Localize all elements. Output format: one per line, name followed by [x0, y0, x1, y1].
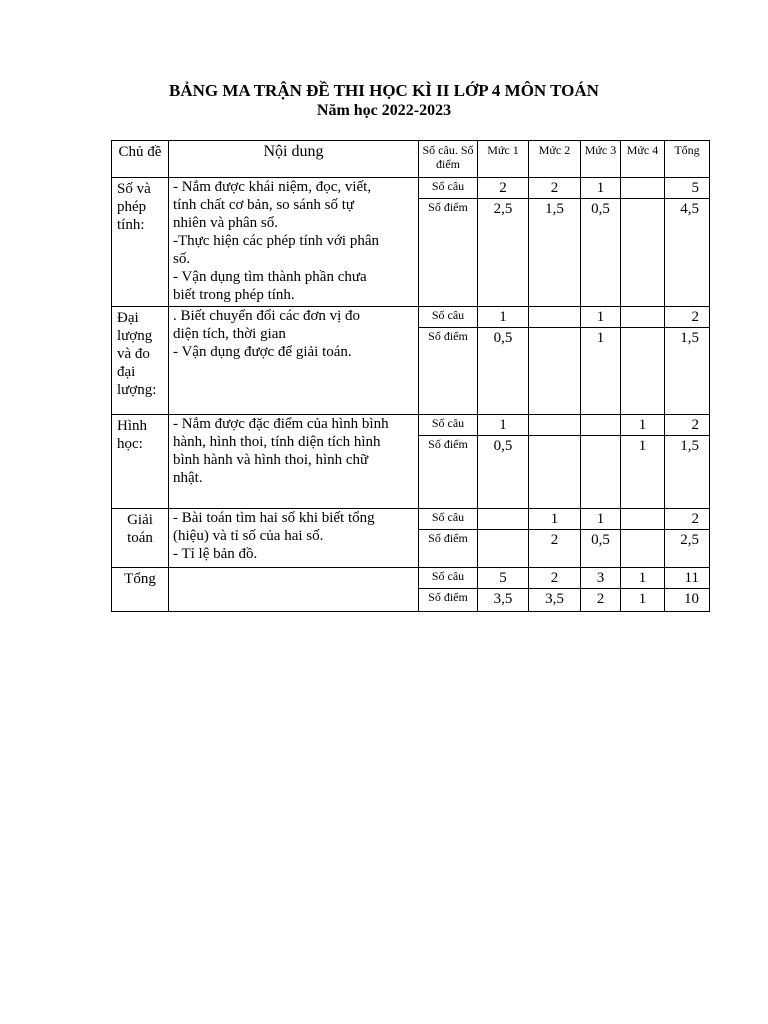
content-line: . Biết chuyển đổi các đơn vị đo — [173, 308, 361, 324]
header-level-3: Mức 3 — [581, 141, 621, 178]
level-1-cell: 0,5 — [478, 436, 529, 509]
level-1-cell — [478, 509, 529, 530]
total-cell: 10 — [665, 589, 710, 612]
label-so-diem: Số điểm — [419, 199, 478, 307]
header-level-2: Mức 2 — [529, 141, 581, 178]
level-3-cell: 0,5 — [581, 530, 621, 568]
level-3-cell: 1 — [581, 328, 621, 415]
level-4-cell: 1 — [621, 436, 665, 509]
content-cell — [169, 307, 419, 415]
level-1-cell: 1 — [478, 415, 529, 436]
label-so-cau: Số câu — [419, 178, 478, 199]
level-2-cell — [529, 415, 581, 436]
level-2-cell — [529, 307, 581, 328]
content-cell — [169, 568, 419, 612]
level-2-cell: 2 — [529, 178, 581, 199]
total-cell: 2 — [665, 415, 710, 436]
topic-cell: Đại lượng và đo đại lượng: — [112, 307, 169, 415]
total-cell: 5 — [665, 178, 710, 199]
level-2-cell — [529, 328, 581, 415]
content-line: - Nắm được khái niệm, đọc, viết, — [173, 179, 372, 195]
level-4-cell: 1 — [621, 589, 665, 612]
content-line: - Tỉ lệ bản đồ. — [173, 546, 258, 562]
topic-cell: Tổng — [112, 568, 169, 612]
content-cell — [169, 415, 419, 509]
total-cell: 11 — [665, 568, 710, 589]
level-4-cell — [621, 178, 665, 199]
header-topic: Chủ đề — [112, 141, 169, 178]
content-line: (hiệu) và tỉ số của hai số. — [173, 528, 324, 544]
label-so-cau: Số câu — [419, 415, 478, 436]
level-3-cell: 1 — [581, 509, 621, 530]
label-so-diem: Số điểm — [419, 436, 478, 509]
header-row — [112, 141, 710, 178]
level-3-cell — [581, 415, 621, 436]
matrix-table — [111, 140, 710, 612]
level-3-cell: 1 — [581, 178, 621, 199]
row-so-cau — [112, 509, 710, 530]
row-so-cau — [112, 307, 710, 328]
level-4-cell — [621, 328, 665, 415]
total-cell: 4,5 — [665, 199, 710, 307]
total-cell: 1,5 — [665, 328, 710, 415]
level-4-cell: 1 — [621, 568, 665, 589]
header-content: Nội dung — [169, 141, 419, 178]
document-title: BẢNG MA TRẬN ĐỀ THI HỌC KÌ II LỚP 4 MÔN TOÁN — [169, 81, 599, 100]
level-1-cell: 0,5 — [478, 328, 529, 415]
total-cell: 1,5 — [665, 436, 710, 509]
row-so-cau — [112, 178, 710, 199]
level-2-cell: 1,5 — [529, 199, 581, 307]
level-1-cell: 5 — [478, 568, 529, 589]
label-so-diem: Số điểm — [419, 530, 478, 568]
level-2-cell: 2 — [529, 530, 581, 568]
content-line: nhiên và phân số. — [173, 215, 278, 231]
header-total: Tổng — [665, 141, 710, 178]
row-so-cau — [112, 568, 710, 589]
level-4-cell: 1 — [621, 415, 665, 436]
level-1-cell: 3,5 — [478, 589, 529, 612]
level-4-cell — [621, 530, 665, 568]
total-cell: 2 — [665, 509, 710, 530]
level-4-cell — [621, 307, 665, 328]
level-3-cell: 1 — [581, 307, 621, 328]
level-2-cell — [529, 436, 581, 509]
label-so-cau: Số câu — [419, 307, 478, 328]
level-2-cell: 1 — [529, 509, 581, 530]
content-cell — [169, 178, 419, 307]
topic-cell: Số và phép tính: — [112, 178, 169, 307]
topic-cell: Giải toán — [112, 509, 169, 568]
level-3-cell: 0,5 — [581, 199, 621, 307]
row-so-cau — [112, 415, 710, 436]
content-line: - Vận dụng tìm thành phần chưa — [173, 269, 367, 285]
header-count-points: Số câu. Số điểm — [419, 141, 478, 178]
document-subtitle: Năm học 2022-2023 — [316, 102, 452, 119]
label-so-diem: Số điểm — [419, 328, 478, 415]
level-2-cell: 2 — [529, 568, 581, 589]
content-line: tính chất cơ bản, so sánh số tự — [173, 197, 355, 213]
content-line: - Vận dụng được để giải toán. — [173, 344, 352, 360]
content-cell — [169, 509, 419, 568]
content-line: - Bài toán tìm hai số khi biết tổng — [173, 510, 375, 526]
level-1-cell: 1 — [478, 307, 529, 328]
content-line: hành, hình thoi, tính diện tích hình — [173, 434, 381, 450]
content-line: nhật. — [173, 470, 203, 486]
total-cell: 2,5 — [665, 530, 710, 568]
level-1-cell — [478, 530, 529, 568]
content-line: số. — [173, 251, 191, 267]
level-4-cell — [621, 199, 665, 307]
label-so-cau: Số câu — [419, 509, 478, 530]
content-line: - Nắm được đặc điểm của hình bình — [173, 416, 389, 432]
header-level-4: Mức 4 — [621, 141, 665, 178]
content-line: biết trong phép tính. — [173, 287, 295, 303]
total-cell: 2 — [665, 307, 710, 328]
level-3-cell — [581, 436, 621, 509]
level-1-cell: 2 — [478, 178, 529, 199]
level-4-cell — [621, 509, 665, 530]
topic-cell: Hình học: — [112, 415, 169, 509]
content-line: -Thực hiện các phép tính với phân — [173, 233, 379, 249]
level-1-cell: 2,5 — [478, 199, 529, 307]
content-line: diện tích, thời gian — [173, 326, 286, 342]
label-so-diem: Số điểm — [419, 589, 478, 612]
level-3-cell: 3 — [581, 568, 621, 589]
content-line: bình hành và hình thoi, hình chữ — [173, 452, 369, 468]
header-level-1: Mức 1 — [478, 141, 529, 178]
level-3-cell: 2 — [581, 589, 621, 612]
level-2-cell: 3,5 — [529, 589, 581, 612]
label-so-cau: Số câu — [419, 568, 478, 589]
